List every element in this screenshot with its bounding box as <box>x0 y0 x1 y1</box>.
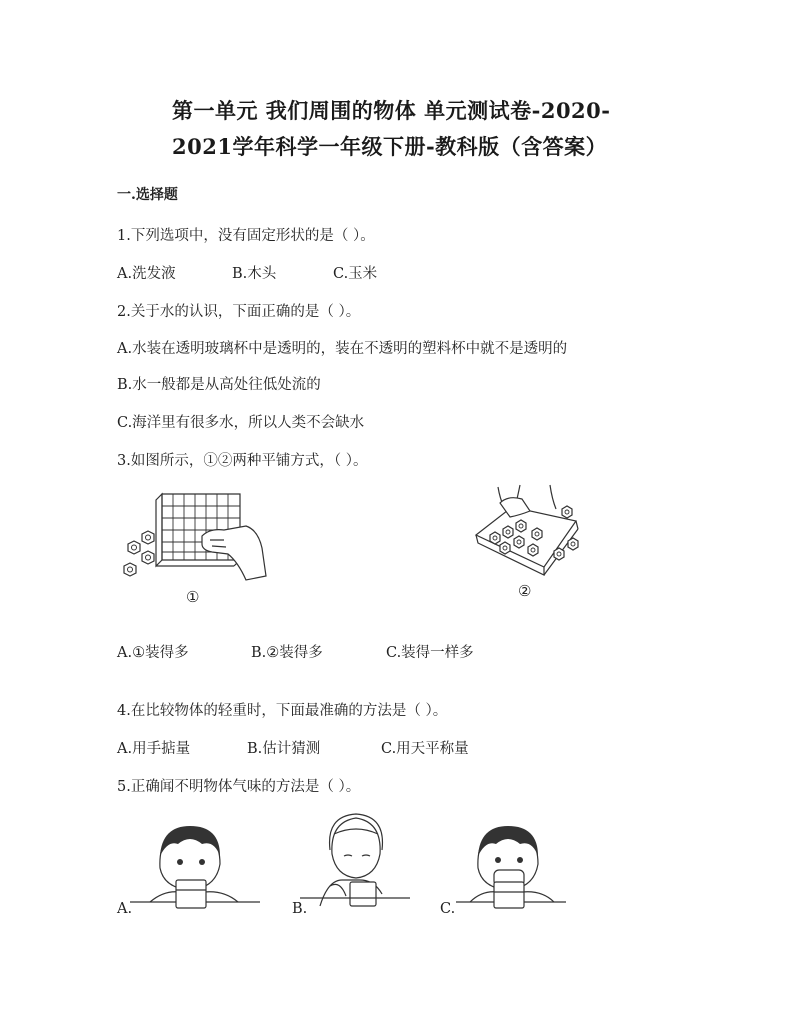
figure-2-label: ② <box>518 582 532 600</box>
section-heading: 一.选择题 <box>117 187 178 203</box>
question-2-option-b: B.水一般都是从高处往低处流的 <box>117 377 321 393</box>
question-1-option-a: A.洗发液 <box>117 266 176 282</box>
option-c-boy-masked-illustration <box>456 818 566 913</box>
option-a-boy-sniffing-illustration <box>130 818 260 913</box>
figure-1-tray-illustration <box>120 490 270 585</box>
question-3-option-b: B.②装得多 <box>251 645 323 661</box>
doc-title-line1: 第一单元 我们周围的物体 单元测试卷-2020- <box>172 98 611 123</box>
question-2-option-a: A.水装在透明玻璃杯中是透明的，装在不透明的塑料杯中就不是透明的 <box>117 341 568 357</box>
question-3-stem: 3.如图所示，①②两种平铺方式，（ ）。 <box>117 453 368 469</box>
question-4-option-c: C.用天平称量 <box>381 741 469 757</box>
question-4-option-b: B.估计猜测 <box>247 741 321 757</box>
question-3-option-a: A.①装得多 <box>117 645 189 661</box>
question-5-stem: 5.正确闻不明物体气味的方法是（ ）。 <box>117 779 361 795</box>
question-2-option-c: C.海洋里有很多水，所以人类不会缺水 <box>117 415 365 431</box>
question-5-option-a: A. <box>117 901 133 917</box>
option-b-girl-fanning-illustration <box>300 810 410 910</box>
question-1-option-b: B.木头 <box>232 266 277 282</box>
figure-2-tray-illustration <box>470 485 590 580</box>
question-1-option-c: C.玉米 <box>333 266 378 282</box>
doc-title-line2: 2021学年科学一年级下册-教科版（含答案） <box>172 134 608 159</box>
question-5-option-b: B. <box>292 901 308 917</box>
question-3-option-c: C.装得一样多 <box>386 645 474 661</box>
question-4-option-a: A.用手掂量 <box>117 741 191 757</box>
question-1-stem: 1.下列选项中，没有固定形状的是（ ）。 <box>117 228 375 244</box>
question-4-stem: 4.在比较物体的轻重时，下面最准确的方法是（ ）。 <box>117 703 448 719</box>
question-2-stem: 2.关于水的认识，下面正确的是（ ）。 <box>117 304 361 320</box>
question-5-option-c: C. <box>440 901 456 917</box>
figure-1-label: ① <box>186 588 200 606</box>
